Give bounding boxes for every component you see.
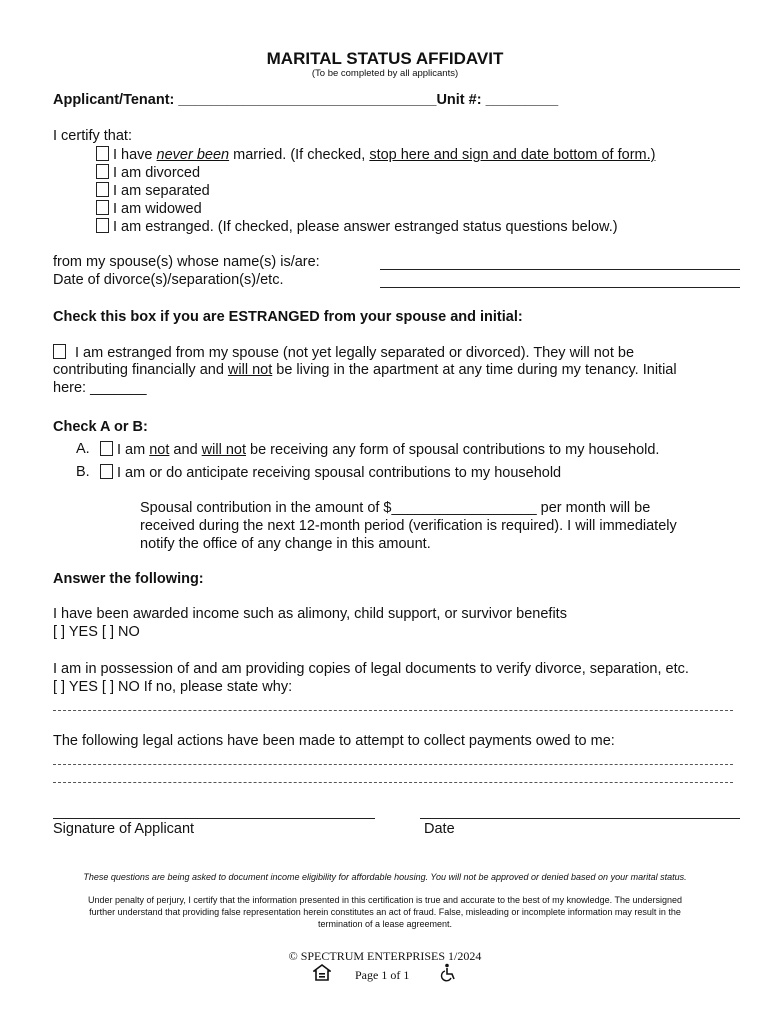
- certify-intro: I certify that:: [53, 128, 132, 144]
- perjury-notice-line3: termination of a lease agreement.: [317, 919, 453, 929]
- question-awarded-income: I have been awarded income such as alimony, child support, or survivor benefits: [53, 606, 567, 622]
- estranged-statement-line2: contributing financially and will not be living in the apartment at any time during my tenancy. Initial: [53, 362, 677, 378]
- option-b: I am or do anticipate receiving spousal contributions to my household: [100, 464, 561, 481]
- divorce-date-field[interactable]: [380, 287, 740, 288]
- option-estranged: I am estranged. (If checked, please answer estranged status questions below.): [96, 218, 618, 235]
- separated-checkbox[interactable]: [96, 182, 109, 197]
- applicant-unit-field[interactable]: Applicant/Tenant: ________________________________Unit #: _________: [53, 92, 559, 108]
- spouse-names-label: from my spouse(s) whose name(s) is/are:: [53, 254, 320, 270]
- option-divorced: I am divorced: [96, 164, 200, 181]
- page-subtitle: (To be completed by all applicants): [311, 68, 459, 79]
- option-a-checkbox[interactable]: [100, 441, 113, 456]
- option-widowed: I am widowed: [96, 200, 202, 217]
- legal-actions-field-1[interactable]: [53, 764, 733, 765]
- option-never-married: I have never been married. (If checked, stop here and sign and date bottom of form.): [96, 146, 655, 163]
- page-title: MARITAL STATUS AFFIDAVIT: [266, 49, 504, 68]
- signature-label: Signature of Applicant: [53, 821, 195, 837]
- question-legal-actions: The following legal actions have been made to attempt to collect payments owed to me:: [53, 733, 615, 749]
- awarded-income-yes-no[interactable]: [ ] YES [ ] NO: [53, 624, 140, 640]
- legal-documents-yes-no[interactable]: [ ] YES [ ] NO If no, please state why:: [53, 679, 293, 695]
- estranged-initial-field[interactable]: here: _______: [53, 380, 147, 396]
- date-line[interactable]: [420, 818, 740, 819]
- option-a-letter: A.: [76, 441, 90, 457]
- estranged-heading: Check this box if you are ESTRANGED from your spouse and initial:: [53, 309, 523, 325]
- wheelchair-icon: [440, 963, 458, 983]
- legal-actions-field-2[interactable]: [53, 782, 733, 783]
- divorce-date-label: Date of divorce(s)/separation(s)/etc.: [53, 272, 284, 288]
- date-label: Date: [424, 821, 455, 837]
- signature-line[interactable]: [53, 818, 375, 819]
- estranged-checkbox[interactable]: [96, 218, 109, 233]
- option-b-checkbox[interactable]: [100, 464, 113, 479]
- option-separated: I am separated: [96, 182, 210, 199]
- contribution-amount-field[interactable]: Spousal contribution in the amount of $__________________ per month will be: [140, 500, 651, 516]
- question-legal-documents: I am in possession of and am providing copies of legal documents to verify divorce, separation, etc.: [53, 661, 689, 677]
- check-ab-heading: Check A or B:: [53, 419, 148, 435]
- eligibility-notice: These questions are being asked to document income eligibility for affordable housing. You will not be approved or denied based on your marital status.: [83, 872, 687, 882]
- page-number: Page 1 of 1: [355, 968, 410, 982]
- perjury-notice-line2: further understand that providing false representation herein constitutes an act of fraud. False, misleading or incomplete information may result in the: [89, 907, 681, 917]
- option-a: I am not and will not be receiving any form of spousal contributions to my household.: [100, 441, 659, 458]
- contribution-text-line3: notify the office of any change in this amount.: [140, 536, 431, 552]
- equal-housing-icon: [313, 964, 331, 982]
- never-married-checkbox[interactable]: [96, 146, 109, 161]
- copyright: © SPECTRUM ENTERPRISES 1/2024: [288, 949, 482, 963]
- spouse-names-field[interactable]: [380, 269, 740, 270]
- answer-heading: Answer the following:: [53, 571, 204, 587]
- widowed-checkbox[interactable]: [96, 200, 109, 215]
- reason-field[interactable]: [53, 710, 733, 711]
- estranged-statement-line1: I am estranged from my spouse (not yet legally separated or divorced). They will not be: [53, 344, 634, 361]
- divorced-checkbox[interactable]: [96, 164, 109, 179]
- contribution-text-line2: received during the next 12-month period (verification is required). I will immediately: [140, 518, 677, 534]
- perjury-notice-line1: Under penalty of perjury, I certify that the information presented in this certification is true and accurate to the best of my knowledge. The undersigned: [88, 895, 682, 905]
- option-b-letter: B.: [76, 464, 90, 480]
- estranged-confirm-checkbox[interactable]: [53, 344, 66, 359]
